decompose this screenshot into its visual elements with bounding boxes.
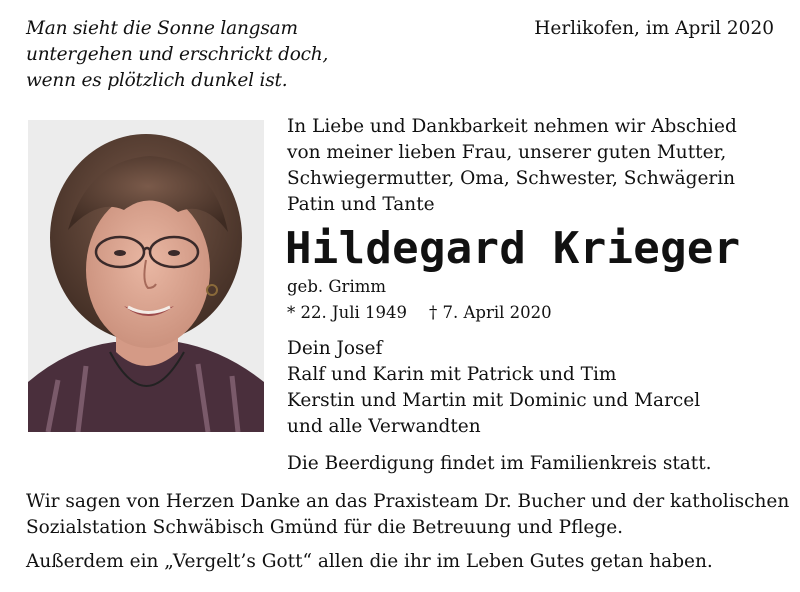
farewell-intro <box>287 114 767 218</box>
motto-line: Man sieht die Sonne langsam <box>26 18 298 39</box>
mourners-list <box>287 336 767 440</box>
thanks-line: Wir sagen von Herzen Danke an das Praxisteam Dr. Bucher und der katholischen <box>26 491 790 512</box>
motto-line: wenn es plötzlich dunkel ist. <box>26 70 288 91</box>
gratitude-line: Außerdem ein „Vergelt’s Gott“ allen die ihr im Leben Gutes getan haben. <box>26 551 713 572</box>
place-and-date: Herlikofen, im April 2020 <box>534 18 774 39</box>
mourner-line: Dein Josef <box>287 338 383 359</box>
intro-line: Patin und Tante <box>287 194 435 215</box>
mourner-line: und alle Verwandten <box>287 416 481 437</box>
intro-line: von meiner lieben Frau, unserer guten Mutter, <box>287 142 727 163</box>
intro-line: In Liebe und Dankbarkeit nehmen wir Abschied <box>287 116 737 137</box>
maiden-name: geb. Grimm <box>287 277 387 296</box>
thanks-line: Sozialstation Schwäbisch Gmünd für die Betreuung und Pflege. <box>26 517 624 538</box>
deceased-name: Hildegard Krieger <box>285 223 741 274</box>
life-dates <box>287 302 552 324</box>
birth-date: * 22. Juli 1949 <box>287 303 408 322</box>
thanks-paragraph <box>26 489 790 541</box>
portrait-photo <box>28 120 264 432</box>
motto-line: untergehen und erschrickt doch, <box>26 44 329 65</box>
death-date: † 7. April 2020 <box>429 303 552 322</box>
motto-verse <box>26 16 386 94</box>
mourner-line: Ralf und Karin mit Patrick und Tim <box>287 364 617 385</box>
burial-notice: Die Beerdigung findet im Familienkreis statt. <box>287 453 712 474</box>
mourner-line: Kerstin und Martin mit Dominic und Marcel <box>287 390 701 411</box>
intro-line: Schwiegermutter, Oma, Schwester, Schwägerin <box>287 168 736 189</box>
